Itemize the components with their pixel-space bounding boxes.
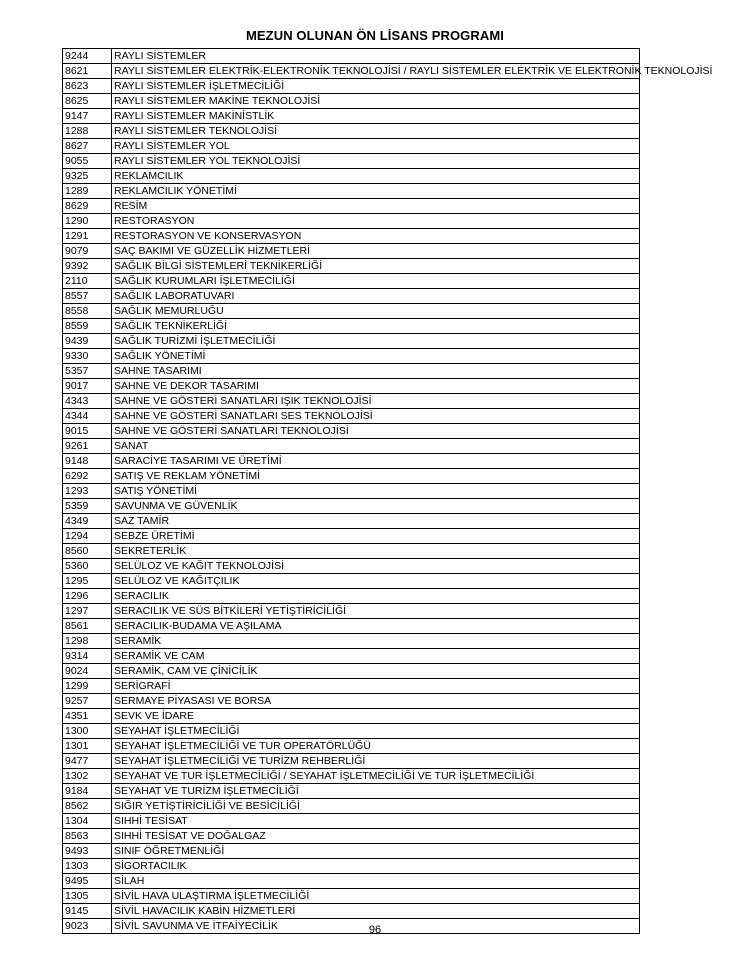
program-name: SAĞLIK LABORATUVARI (112, 289, 640, 304)
table-row (63, 289, 640, 304)
page-title: MEZUN OLUNAN ÖN LİSANS PROGRAMI (245, 28, 505, 43)
program-name: RESİM (112, 199, 640, 214)
program-name: SAHNE TASARIMI (112, 364, 640, 379)
program-code: 1299 (63, 679, 112, 694)
program-name: RAYLI SİSTEMLER TEKNOLOJİSİ (112, 124, 640, 139)
page-number: 96 (368, 924, 382, 936)
program-code: 9314 (63, 649, 112, 664)
table-row (63, 529, 640, 544)
program-code: 1294 (63, 529, 112, 544)
program-name: RAYLI SİSTEMLER (112, 49, 640, 64)
table-row (63, 229, 640, 244)
table-row (63, 109, 640, 124)
program-name: SEKRETERLİK (112, 544, 640, 559)
program-name: SİVİL SAVUNMA VE İTFAİYECİLİK (112, 919, 640, 934)
table-row (63, 604, 640, 619)
table-row (63, 544, 640, 559)
program-code: 4343 (63, 394, 112, 409)
program-code: 4344 (63, 409, 112, 424)
table-row (63, 829, 640, 844)
program-code: 1300 (63, 724, 112, 739)
program-name: RAYLI SİSTEMLER YOL TEKNOLOJİSİ (112, 154, 640, 169)
program-name: SAÇ BAKIMI VE GÜZELLİK HİZMETLERİ (112, 244, 640, 259)
program-code: 8557 (63, 289, 112, 304)
program-name: SINIF ÖĞRETMENLİĞİ (112, 844, 640, 859)
program-code: 1302 (63, 769, 112, 784)
program-code: 9495 (63, 874, 112, 889)
table-row (63, 304, 640, 319)
program-code: 8562 (63, 799, 112, 814)
table-row (63, 874, 640, 889)
program-code: 1296 (63, 589, 112, 604)
table-row (63, 649, 640, 664)
table-row (63, 844, 640, 859)
program-code: 9477 (63, 754, 112, 769)
program-code: 4351 (63, 709, 112, 724)
program-name: RAYLI SİSTEMLER MAKİNE TEKNOLOJİSİ (112, 94, 640, 109)
table-row (63, 739, 640, 754)
program-name: SİVİL HAVA ULAŞTIRMA İŞLETMECİLİĞİ (112, 889, 640, 904)
table-row (63, 244, 640, 259)
table-row (63, 64, 640, 79)
program-code: 9325 (63, 169, 112, 184)
table-row (63, 574, 640, 589)
program-name: SERACILIK-BUDAMA VE AŞILAMA (112, 619, 640, 634)
program-table (62, 48, 713, 934)
program-code: 8621 (63, 64, 112, 79)
table-row (63, 274, 640, 289)
program-name: SAZ TAMİR (112, 514, 640, 529)
program-code: 9024 (63, 664, 112, 679)
program-code: 1295 (63, 574, 112, 589)
program-name: SİVİL HAVACILIK KABİN HİZMETLERİ (112, 904, 640, 919)
program-code: 9184 (63, 784, 112, 799)
program-name: SAĞLIK MEMURLUĞU (112, 304, 640, 319)
program-name: SERACILIK VE SÜS BİTKİLERİ YETİŞTİRİCİLİĞİ (112, 604, 640, 619)
program-name: SANAT (112, 439, 640, 454)
program-name: REKLAMCILIK YÖNETİMİ (112, 184, 640, 199)
program-name: SEYAHAT İŞLETMECİLİĞİ VE TUR OPERATÖRLÜĞÜ (112, 739, 640, 754)
program-code: 1301 (63, 739, 112, 754)
program-code: 8559 (63, 319, 112, 334)
program-code: 5357 (63, 364, 112, 379)
program-name: SIHHİ TESİSAT VE DOĞALGAZ (112, 829, 640, 844)
program-name: SAHNE VE GÖSTERİ SANATLARI IŞIK TEKNOLOJİSİ (112, 394, 640, 409)
program-code: 8563 (63, 829, 112, 844)
program-name: RAYLI SİSTEMLER İŞLETMECİLİĞİ (112, 79, 640, 94)
program-code: 1304 (63, 814, 112, 829)
program-code: 9147 (63, 109, 112, 124)
program-name: SERAMİK VE CAM (112, 649, 640, 664)
program-code: 8558 (63, 304, 112, 319)
program-name: SEYAHAT VE TUR İŞLETMECİLİĞİ / SEYAHAT İŞLETMECİLİĞİ VE TUR İŞLETMECİLİĞİ (112, 769, 640, 784)
program-name: RAYLI SİSTEMLER ELEKTRİK-ELEKTRONİK TEKNOLOJİSİ / RAYLI SİSTEMLER ELEKTRİK VE ELEKTRONİK TEKNOLOJİSİ (112, 64, 640, 79)
program-name: SATIŞ VE REKLAM YÖNETİMİ (112, 469, 640, 484)
table-row (63, 784, 640, 799)
program-table-body (63, 49, 713, 934)
program-code: 1293 (63, 484, 112, 499)
program-name: SAĞLIK BİLGİ SİSTEMLERİ TEKNİKERLİĞİ (112, 259, 640, 274)
table-row (63, 364, 640, 379)
table-row (63, 499, 640, 514)
program-code: 1298 (63, 634, 112, 649)
program-code: 8625 (63, 94, 112, 109)
program-name: SEYAHAT VE TURİZM İŞLETMECİLİĞİ (112, 784, 640, 799)
program-code: 9055 (63, 154, 112, 169)
table-row (63, 79, 640, 94)
program-name: SIHHİ TESİSAT (112, 814, 640, 829)
program-name: SAHNE VE DEKOR TASARIMI (112, 379, 640, 394)
table-row (63, 694, 640, 709)
table-row (63, 799, 640, 814)
program-code: 9023 (63, 919, 112, 934)
table-row (63, 469, 640, 484)
table-row (63, 664, 640, 679)
program-name: SİGORTACILIK (112, 859, 640, 874)
program-code: 8623 (63, 79, 112, 94)
program-name: RAYLI SİSTEMLER YOL (112, 139, 640, 154)
table-row (63, 904, 640, 919)
program-code: 9392 (63, 259, 112, 274)
program-name: SAĞLIK TURİZMİ İŞLETMECİLİĞİ (112, 334, 640, 349)
program-name: SAHNE VE GÖSTERİ SANATLARI TEKNOLOJİSİ (112, 424, 640, 439)
program-code: 9017 (63, 379, 112, 394)
program-name: SELÜLOZ VE KAĞIT TEKNOLOJİSİ (112, 559, 640, 574)
program-code: 1297 (63, 604, 112, 619)
program-code: 2110 (63, 274, 112, 289)
program-name: RESTORASYON VE KONSERVASYON (112, 229, 640, 244)
table-row (63, 484, 640, 499)
program-name: SERİGRAFİ (112, 679, 640, 694)
program-name: SEBZE ÜRETİMİ (112, 529, 640, 544)
program-name: SAVUNMA VE GÜVENLİK (112, 499, 640, 514)
program-code: 5359 (63, 499, 112, 514)
table-row (63, 559, 640, 574)
program-code: 9015 (63, 424, 112, 439)
program-code: 9493 (63, 844, 112, 859)
program-name: SİLAH (112, 874, 640, 889)
table-row (63, 709, 640, 724)
table-row (63, 814, 640, 829)
program-name: SERMAYE PİYASASI VE BORSA (112, 694, 640, 709)
program-code: 9145 (63, 904, 112, 919)
program-name: SAĞLIK YÖNETİMİ (112, 349, 640, 364)
program-name: SELÜLOZ VE KAĞITÇILIK (112, 574, 640, 589)
program-code: 9261 (63, 439, 112, 454)
program-code: 8561 (63, 619, 112, 634)
table-row (63, 754, 640, 769)
table-row (63, 319, 640, 334)
program-name: RAYLI SİSTEMLER MAKİNİSTLİK (112, 109, 640, 124)
program-name: SEYAHAT İŞLETMECİLİĞİ (112, 724, 640, 739)
program-code: 9330 (63, 349, 112, 364)
program-name: SERACILIK (112, 589, 640, 604)
program-name: SIĞIR YETİŞTİRİCİLİĞİ VE BESİCİLİĞİ (112, 799, 640, 814)
program-name: SAĞLIK KURUMLARI İŞLETMECİLİĞİ (112, 274, 640, 289)
program-code: 9244 (63, 49, 112, 64)
table-row (63, 619, 640, 634)
program-code: 8627 (63, 139, 112, 154)
table-row (63, 49, 640, 64)
table-row (63, 439, 640, 454)
table-row (63, 184, 640, 199)
program-name: SERAMİK, CAM VE ÇİNİCİLİK (112, 664, 640, 679)
table-row (63, 409, 640, 424)
table-row (63, 514, 640, 529)
table-row (63, 634, 640, 649)
table-row (63, 379, 640, 394)
table-row (63, 454, 640, 469)
program-name: SEYAHAT İŞLETMECİLİĞİ VE TURİZM REHBERLİĞİ (112, 754, 640, 769)
table-row (63, 199, 640, 214)
program-code: 8560 (63, 544, 112, 559)
table-row (63, 154, 640, 169)
program-code: 9439 (63, 334, 112, 349)
table-row (63, 679, 640, 694)
table-row (63, 859, 640, 874)
program-code: 9257 (63, 694, 112, 709)
table-row (63, 169, 640, 184)
program-name: SAĞLIK TEKNİKERLİĞİ (112, 319, 640, 334)
table-row (63, 124, 640, 139)
program-code: 1291 (63, 229, 112, 244)
program-code: 4349 (63, 514, 112, 529)
program-name: REKLAMCILIK (112, 169, 640, 184)
program-code: 1290 (63, 214, 112, 229)
program-code: 1288 (63, 124, 112, 139)
program-code: 5360 (63, 559, 112, 574)
table-row (63, 349, 640, 364)
table-row (63, 394, 640, 409)
program-name: RESTORASYON (112, 214, 640, 229)
program-code: 9148 (63, 454, 112, 469)
program-code: 6292 (63, 469, 112, 484)
program-name: SEVK VE İDARE (112, 709, 640, 724)
program-name: SAHNE VE GÖSTERİ SANATLARI SES TEKNOLOJİSİ (112, 409, 640, 424)
table-row (63, 94, 640, 109)
table-row (63, 214, 640, 229)
table-row (63, 139, 640, 154)
table-row (63, 589, 640, 604)
program-name: SATIŞ YÖNETİMİ (112, 484, 640, 499)
table-row (63, 889, 640, 904)
program-code: 1289 (63, 184, 112, 199)
table-row (63, 334, 640, 349)
program-code: 1305 (63, 889, 112, 904)
program-name: SERAMİK (112, 634, 640, 649)
program-code: 9079 (63, 244, 112, 259)
table-row (63, 769, 640, 784)
table-row (63, 424, 640, 439)
table-row (63, 724, 640, 739)
program-name: SARACİYE TASARIMI VE ÜRETİMİ (112, 454, 640, 469)
table-row (63, 259, 640, 274)
program-code: 8629 (63, 199, 112, 214)
program-code: 1303 (63, 859, 112, 874)
